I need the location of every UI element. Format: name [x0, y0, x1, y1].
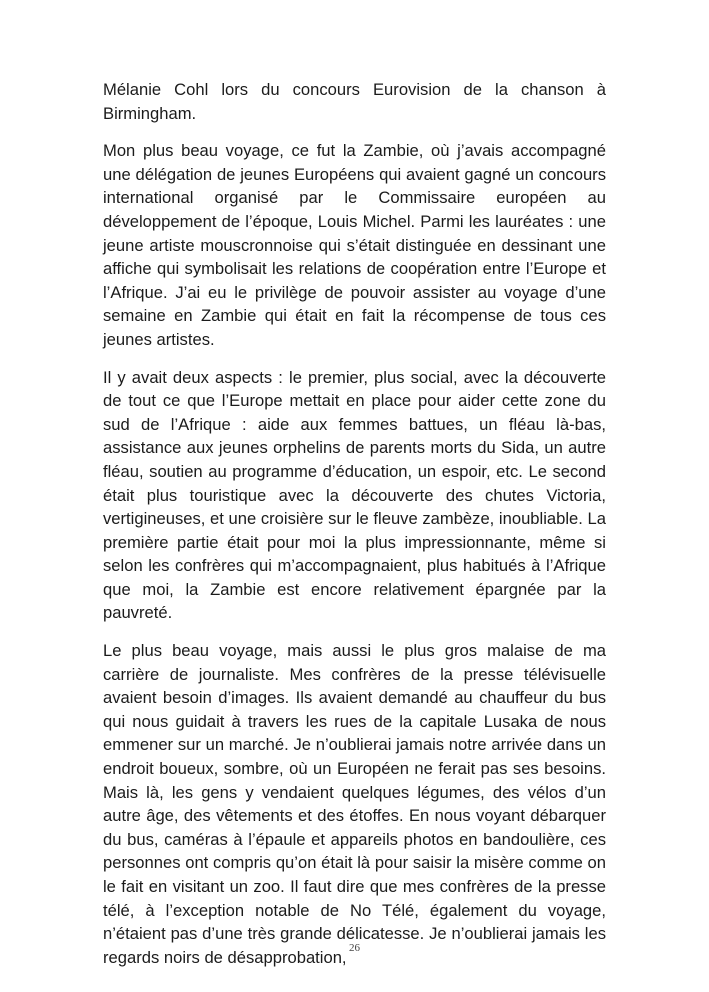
page-number: 26	[349, 942, 360, 954]
body-text	[103, 78, 606, 983]
paragraph-4: Le plus beau voyage, mais aussi le plus gros malaise de ma carrière de journaliste. Mes confrères de la presse télévisuelle avaient besoin d’images. Ils avaient demandé au chauffeur du bus qui nous guidait à travers les rues de la capitale Lusaka de nous emmener sur un marché. Je n’oublierai jamais notre arrivée dans un endroit boueux, sombre, où un Européen ne ferait pas ses besoins. Mais là, les gens y vendaient quelques légumes, des vélos d’un autre âge, des vêtements et des étoffes. En nous voyant débarquer du bus, caméras à l’épaule et appareils photos en bandoulière, ces personnes ont compris qu’on était là pour saisir la misère comme on le fait en visitant un zoo. Il faut dire que mes confrères de la presse télé, à l’exception notable de No Télé, également du voyage, n’étaient pas d’une très grande délicatesse. Je n’oublierai jamais les regards noirs de désapprobation,	[103, 641, 606, 967]
paragraph-2: Mon plus beau voyage, ce fut la Zambie, où j’avais accompagné une délégation de jeunes Européens qui avaient gagné un concours international organisé par le Commissaire européen au développement de l’époque, Louis Michel. Parmi les lauréates : une jeune artiste mouscronnoise qui s’était distinguée en dessinant une affiche qui symbolisait les relations de coopération entre l’Europe et l’Afrique. J’ai eu le privilège de pouvoir assister au voyage d’une semaine en Zambie qui était en fait la récompense de tous ces jeunes artistes.	[103, 141, 606, 349]
paragraph-3: Il y avait deux aspects : le premier, plus social, avec la découverte de tout ce que l’Europe mettait en place pour aider cette zone du sud de l’Afrique : aide aux femmes battues, un fléau là-bas, assistance aux jeunes orphelins de parents morts du Sida, un autre fléau, soutien au programme d’éducation, un espoir, etc. Le second était plus touristique avec la découverte des chutes Victoria, vertigineuses, et une croisière sur le fleuve zambèze, inoubliable. La première partie était pour moi la plus impressionnante, même si selon les confrères qui m’accompagnaient, plus habitués à l’Afrique que moi, la Zambie est encore relativement épargnée par la pauvreté.	[103, 367, 606, 623]
paragraph-1: Mélanie Cohl lors du concours Eurovision de la chanson à Birmingham.	[103, 80, 606, 123]
